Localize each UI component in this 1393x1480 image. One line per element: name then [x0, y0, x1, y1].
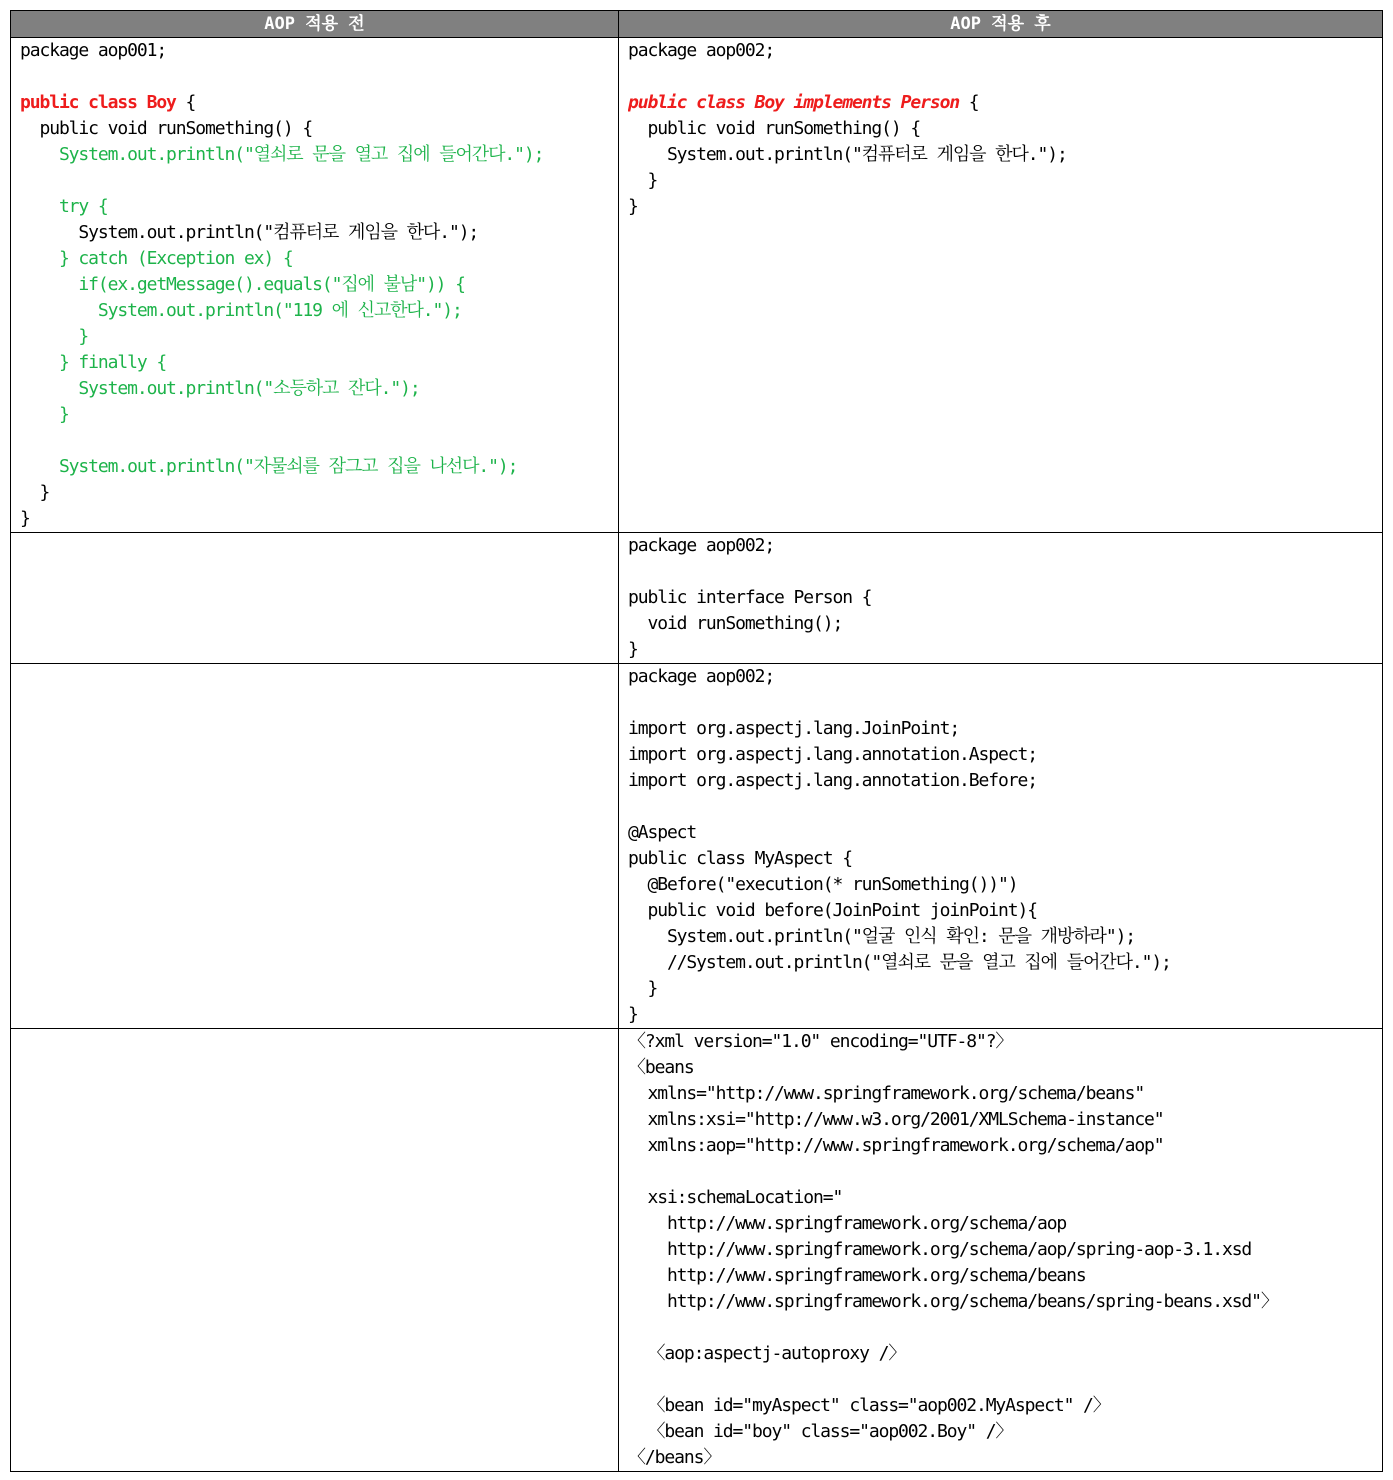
code-token: } — [628, 1004, 638, 1025]
code-token: 〈?xml version="1.0" encoding="UTF-8"?〉 — [628, 1031, 1013, 1052]
code-token: } catch (Exception ex) { — [20, 248, 293, 269]
code-token: try { — [20, 196, 108, 217]
code-token: import org.aspectj.lang.JoinPoint; — [628, 718, 960, 739]
code-token: System.out.println("119 에 신고한다."); — [20, 300, 462, 321]
code-line — [20, 142, 612, 168]
code-token: System.out.println("컴퓨터로 게임을 한다."); — [20, 222, 479, 243]
code-line — [20, 246, 612, 272]
code-token: xsi:schemaLocation=" — [628, 1187, 843, 1208]
code-line — [628, 533, 1376, 559]
code-line — [628, 90, 1376, 116]
code-line — [628, 38, 1376, 64]
code-line — [628, 872, 1376, 898]
code-cell-after — [619, 1029, 1383, 1472]
code-cell-after — [619, 664, 1383, 1029]
code-token: xmlns:aop="http://www.springframework.org/schema/aop" — [628, 1135, 1164, 1156]
code-line — [20, 64, 612, 90]
code-line — [628, 976, 1376, 1002]
code-line — [628, 1133, 1376, 1159]
code-line — [628, 1055, 1376, 1081]
code-line — [628, 924, 1376, 950]
code-token: package aop002; — [628, 535, 775, 556]
code-line — [628, 794, 1376, 820]
code-block-boy-after — [619, 38, 1382, 220]
code-token: if(ex.getMessage().equals("집에 불남")) { — [20, 274, 465, 295]
code-line — [20, 350, 612, 376]
code-block-boy-before — [11, 38, 618, 532]
code-token: { — [959, 92, 979, 113]
code-line — [20, 90, 612, 116]
code-line — [628, 1237, 1376, 1263]
code-line — [628, 1419, 1376, 1445]
table-row — [11, 38, 1383, 533]
code-token: package aop001; — [20, 40, 167, 61]
code-line — [628, 898, 1376, 924]
code-line — [628, 768, 1376, 794]
code-line — [628, 1029, 1376, 1055]
comparison-table — [10, 10, 1383, 1472]
code-line — [628, 1185, 1376, 1211]
table-row — [11, 1029, 1383, 1472]
code-line — [20, 38, 612, 64]
code-token: http://www.springframework.org/schema/aop/spring-aop-3.1.xsd — [628, 1239, 1252, 1260]
code-token: 〈bean id="boy" class="aop002.Boy" /〉 — [628, 1421, 1013, 1442]
code-line — [628, 168, 1376, 194]
code-line — [628, 716, 1376, 742]
code-cell-before — [11, 38, 619, 533]
code-token: { — [175, 92, 196, 113]
code-line — [628, 559, 1376, 585]
code-line — [628, 1107, 1376, 1133]
code-token: xmlns:xsi="http://www.w3.org/2001/XMLSchema-instance" — [628, 1109, 1164, 1130]
code-token: import org.aspectj.lang.annotation.Before; — [628, 770, 1037, 791]
code-block-xml-config — [619, 1029, 1382, 1471]
code-line — [20, 220, 612, 246]
code-line — [628, 585, 1376, 611]
code-line — [20, 324, 612, 350]
code-cell-after — [619, 38, 1383, 533]
code-line — [20, 272, 612, 298]
code-line — [20, 376, 612, 402]
code-token: public interface Person { — [628, 587, 872, 608]
code-token: } — [20, 482, 50, 503]
code-line — [628, 1211, 1376, 1237]
code-token: package aop002; — [628, 40, 775, 61]
code-line — [628, 116, 1376, 142]
code-line — [628, 1081, 1376, 1107]
code-line — [628, 64, 1376, 90]
code-token: } — [628, 978, 658, 999]
code-line — [20, 454, 612, 480]
code-token: http://www.springframework.org/schema/aop — [628, 1213, 1067, 1234]
code-line — [628, 1393, 1376, 1419]
code-token: @Before("execution(* runSomething())") — [628, 874, 1018, 895]
code-line — [628, 950, 1376, 976]
code-line — [20, 194, 612, 220]
table-row — [11, 533, 1383, 664]
code-token: public class MyAspect { — [628, 848, 852, 869]
code-line — [628, 1289, 1376, 1315]
code-line — [628, 637, 1376, 663]
code-line — [20, 402, 612, 428]
code-token: 〈beans — [628, 1057, 694, 1078]
code-token: 〈/beans〉 — [628, 1447, 721, 1468]
code-token: http://www.springframework.org/schema/beans/spring-beans.xsd"〉 — [628, 1291, 1278, 1312]
code-token: void runSomething(); — [628, 613, 843, 634]
code-line — [20, 298, 612, 324]
code-token: public class Boy — [20, 92, 176, 113]
code-line — [628, 1445, 1376, 1471]
table-row — [11, 664, 1383, 1029]
code-cell-after — [619, 533, 1383, 664]
code-line — [628, 846, 1376, 872]
code-line — [628, 142, 1376, 168]
code-token: } — [628, 170, 658, 191]
code-line — [628, 690, 1376, 716]
code-token: 〈bean id="myAspect" class="aop002.MyAspect" /〉 — [628, 1395, 1110, 1416]
code-token: System.out.println("소등하고 잔다."); — [20, 378, 420, 399]
code-token: System.out.println("열쇠로 문을 열고 집에 들어간다."); — [20, 144, 544, 165]
code-line — [628, 1367, 1376, 1393]
code-line — [628, 1159, 1376, 1185]
code-line — [20, 506, 612, 532]
code-line — [628, 194, 1376, 220]
code-line — [20, 480, 612, 506]
code-token: //System.out.println("열쇠로 문을 열고 집에 들어간다."); — [628, 952, 1171, 973]
code-token: public void runSomething() { — [628, 118, 921, 139]
code-token: xmlns="http://www.springframework.org/schema/beans" — [628, 1083, 1145, 1104]
code-token: } — [20, 326, 89, 347]
code-line — [20, 428, 612, 454]
code-token: 〈aop:aspectj-autoproxy /〉 — [628, 1343, 906, 1364]
header-row — [11, 11, 1383, 38]
code-token: System.out.println("얼굴 인식 확인: 문을 개방하라"); — [628, 926, 1136, 947]
code-token: System.out.println("자물쇠를 잠그고 집을 나선다."); — [20, 456, 518, 477]
code-token: @Aspect — [628, 822, 697, 843]
code-token: package aop002; — [628, 666, 775, 687]
code-token: } — [628, 196, 638, 217]
code-line — [628, 611, 1376, 637]
code-token: } — [20, 508, 30, 529]
code-token: import org.aspectj.lang.annotation.Aspect; — [628, 744, 1037, 765]
code-token: public void runSomething() { — [20, 118, 313, 139]
code-block-person — [619, 533, 1382, 663]
code-token: public void before(JoinPoint joinPoint){ — [628, 900, 1037, 921]
code-block-myaspect — [619, 664, 1382, 1028]
code-token: } — [628, 639, 638, 660]
code-line — [628, 1341, 1376, 1367]
code-line — [20, 116, 612, 142]
code-line — [628, 742, 1376, 768]
empty-cell — [11, 1029, 619, 1472]
code-token: } finally { — [20, 352, 167, 373]
code-token: } — [20, 404, 69, 425]
code-line — [20, 168, 612, 194]
code-line — [628, 820, 1376, 846]
code-line — [628, 664, 1376, 690]
code-line — [628, 1315, 1376, 1341]
empty-cell — [11, 533, 619, 664]
empty-cell — [11, 664, 619, 1029]
header-before: AOP 적용 전 — [11, 11, 619, 38]
code-token: public class Boy implements Person — [628, 92, 960, 113]
code-line — [628, 1002, 1376, 1028]
code-token: System.out.println("컴퓨터로 게임을 한다."); — [628, 144, 1067, 165]
header-after: AOP 적용 후 — [619, 11, 1383, 38]
code-line — [628, 1263, 1376, 1289]
code-token: http://www.springframework.org/schema/beans — [628, 1265, 1086, 1286]
